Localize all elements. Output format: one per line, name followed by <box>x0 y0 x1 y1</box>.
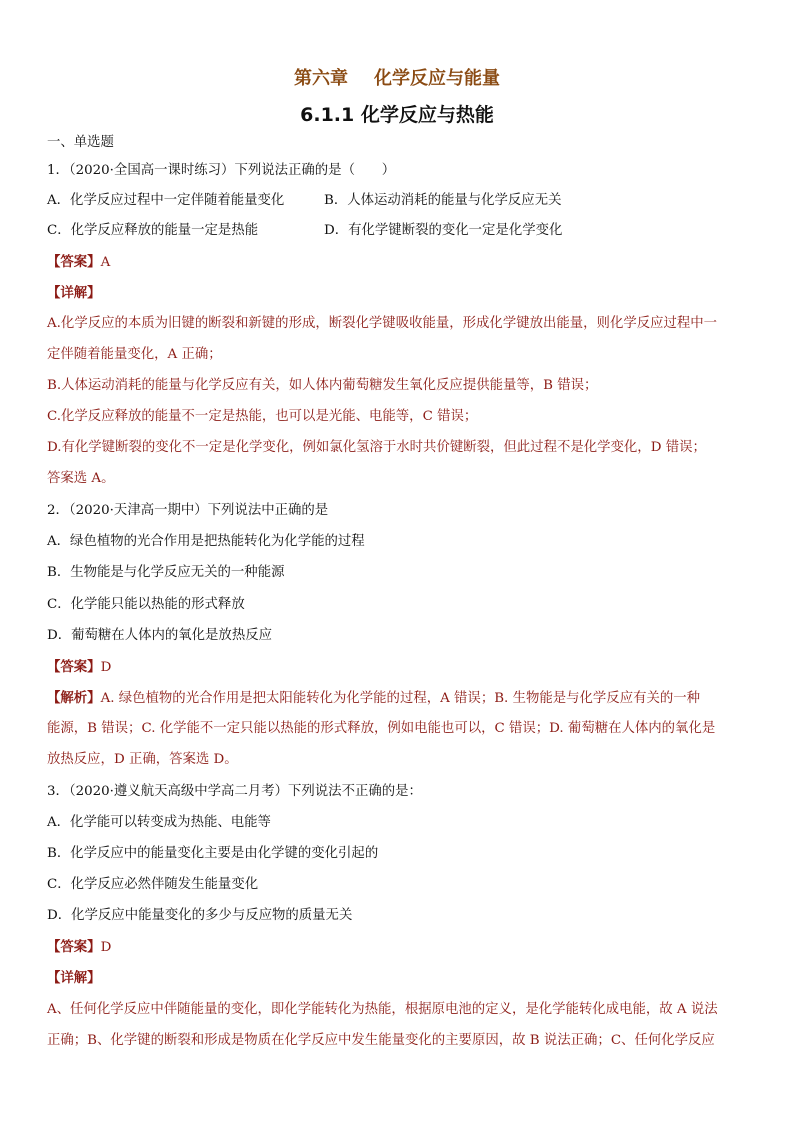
q3-explanation-line: 正确；B、化学键的断裂和形成是物质在化学反应中发生能量变化的主要原因，故 B 说法正确；C、任何化学反应 <box>47 1033 715 1048</box>
q1-answer-tag: 【答案】 <box>47 254 101 270</box>
q2-answer-tag: 【答案】 <box>47 659 101 675</box>
q1-option-c: C．化学反应释放的能量一定是热能 <box>47 223 259 238</box>
section-title: 6.1.1 化学反应与热能 <box>300 104 494 126</box>
q1-option-d: D．有化学键断裂的变化一定是化学变化 <box>324 223 563 238</box>
q3-answer-tag: 【答案】 <box>47 939 101 955</box>
q3-detail-tag: 【详解】 <box>47 970 101 986</box>
q1-stem: 1．（2020·全国高一课时练习）下列说法正确的是（ ） <box>47 163 396 178</box>
q2-answer-value: D <box>100 660 112 675</box>
q3-explanation-line: A、任何化学反应中伴随能量的变化，即化学能转化为热能，根据原电池的定义，是化学能转化成电能，故 A 说法 <box>47 1002 718 1017</box>
q2-option-b: B．生物能是与化学反应无关的一种能源 <box>47 565 285 580</box>
chapter-number: 第六章 <box>294 68 348 89</box>
q3-option-a: A．化学能可以转变成为热能、电能等 <box>47 815 271 830</box>
q2-option-d: D．葡萄糖在人体内的氧化是放热反应 <box>47 628 272 643</box>
q1-explanation-line: B.人体运动消耗的能量与化学反应有关，如人体内葡萄糖发生氧化反应提供能量等，B 错误； <box>47 378 598 393</box>
q2-answer <box>47 658 111 677</box>
section-type-label: 一、单选题 <box>47 135 114 150</box>
q1-option-a: A．化学反应过程中一定伴随着能量变化 <box>47 193 285 208</box>
q2-stem: 2．（2020·天津高一期中）下列说法中正确的是 <box>47 503 329 518</box>
q3-option-d: D．化学反应中能量变化的多少与反应物的质量无关 <box>47 908 353 923</box>
q1-detail-tag: 【详解】 <box>47 285 101 301</box>
q2-analysis-tag: 【解析】 <box>47 690 101 706</box>
q1-explanation-line: 定伴随着能量变化，A 正确； <box>47 347 222 362</box>
q1-answer-value: A <box>100 255 111 270</box>
q1-explanation-line: D.有化学键断裂的变化不一定是化学变化，例如氯化氢溶于水时共价键断裂，但此过程不是化学变化，D 错误； <box>47 440 706 455</box>
q2-option-c: C．化学能只能以热能的形式释放 <box>47 597 245 612</box>
q2-option-a: A．绿色植物的光合作用是把热能转化为化学能的过程 <box>47 534 365 549</box>
q3-option-b: B．化学反应中的能量变化主要是由化学键的变化引起的 <box>47 846 379 861</box>
q1-option-b: B．人体运动消耗的能量与化学反应无关 <box>324 193 562 208</box>
q3-answer-value: D <box>100 940 112 955</box>
chapter-title: 化学反应与能量 <box>374 68 500 89</box>
q3-stem: 3．（2020·遵义航天高级中学高二月考）下列说法不正确的是： <box>47 784 422 799</box>
q3-answer <box>47 938 111 957</box>
q2-explanation-text: A. 绿色植物的光合作用是把太阳能转化为化学能的过程，A 错误；B. 生物能是与化学反应有关的一种 <box>100 691 701 706</box>
q2-explanation-line: 放热反应，D 正确，答案选 D。 <box>47 752 238 767</box>
chapter-heading <box>0 64 794 90</box>
q1-explanation-line: 答案选 A。 <box>47 471 115 486</box>
q1-explanation-line: A.化学反应的本质为旧键的断裂和新键的形成，断裂化学键吸收能量，形成化学键放出能量，则化学反应过程中一 <box>47 316 718 331</box>
q3-option-c: C．化学反应必然伴随发生能量变化 <box>47 877 259 892</box>
q1-explanation-line: C.化学反应释放的能量不一定是热能，也可以是光能、电能等，C 错误； <box>47 409 478 424</box>
q2-explanation-line <box>47 689 700 708</box>
q2-explanation-line: 能源，B 错误；C. 化学能不一定只能以热能的形式释放，例如电能也可以，C 错误；D. 葡萄糖在人体内的氧化是 <box>47 721 716 736</box>
q1-answer <box>47 253 110 272</box>
